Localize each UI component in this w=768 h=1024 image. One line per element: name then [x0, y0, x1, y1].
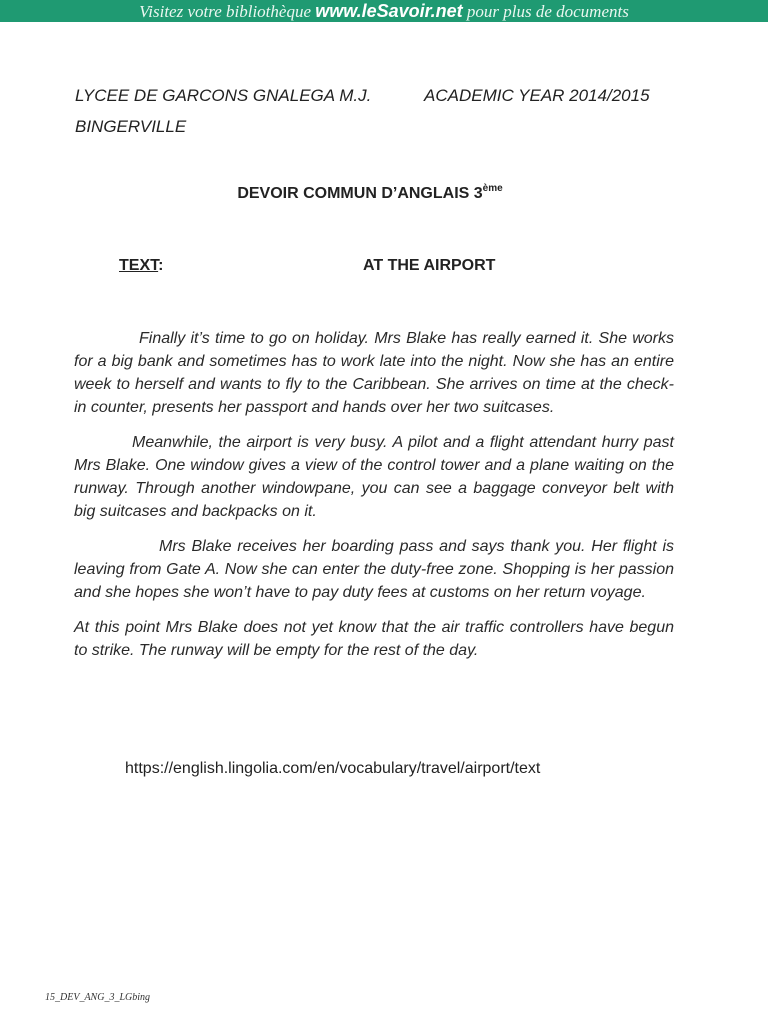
text-label-colon: : — [158, 257, 164, 274]
document-header — [75, 85, 685, 107]
academic-year: ACADEMIC YEAR 2014/2015 — [424, 86, 650, 105]
exam-title — [0, 183, 740, 205]
paragraph: At this point Mrs Blake does not yet know that the air traffic controllers have begun to strike. The runway will be empty for the rest of the day. — [74, 619, 674, 659]
footer-code: 15_DEV_ANG_3_LGbing — [45, 992, 150, 1003]
site-banner — [0, 0, 768, 22]
school-city: BINGERVILLE — [75, 117, 187, 136]
text-title: AT THE AIRPORT — [363, 257, 496, 274]
paragraph: Mrs Blake receives her boarding pass and says thank you. Her flight is leaving from Gate A. Now she can enter the duty-free zone. Shopping is her passion and she hopes she won’t have to pay duty fees at customs on her return voyage. — [74, 538, 674, 601]
exam-title-text: DEVOIR COMMUN D’ANGLAIS 3 — [237, 185, 483, 202]
banner-site-link[interactable]: www.leSavoir.net — [315, 1, 463, 21]
school-name: LYCEE DE GARCONS GNALEGA M.J. — [75, 86, 372, 105]
reading-text — [74, 327, 674, 674]
text-label — [119, 255, 163, 277]
source-url[interactable]: https://english.lingolia.com/en/vocabulary/travel/airport/text — [125, 760, 541, 777]
exam-title-superscript: ème — [482, 183, 503, 194]
banner-suffix: pour plus de documents — [462, 2, 629, 21]
banner-prefix: Visitez votre bibliothèque — [139, 2, 316, 21]
text-label-word: TEXT — [119, 257, 159, 274]
paragraph: Meanwhile, the airport is very busy. A pilot and a flight attendant hurry past Mrs Blake. One window gives a view of the control tower and a plane waiting on the runway. Through another windowpane, you can see a baggage conveyor belt with big suitcases and backpacks on it. — [74, 434, 674, 520]
paragraph: Finally it’s time to go on holiday. Mrs Blake has really earned it. She works for a big bank and sometimes has to work late into the night. Now she has an entire week to herself and wants to fly to the Caribbean. She arrives on time at the check-in counter, presents her passport and hands over her two suitcases. — [74, 330, 674, 416]
